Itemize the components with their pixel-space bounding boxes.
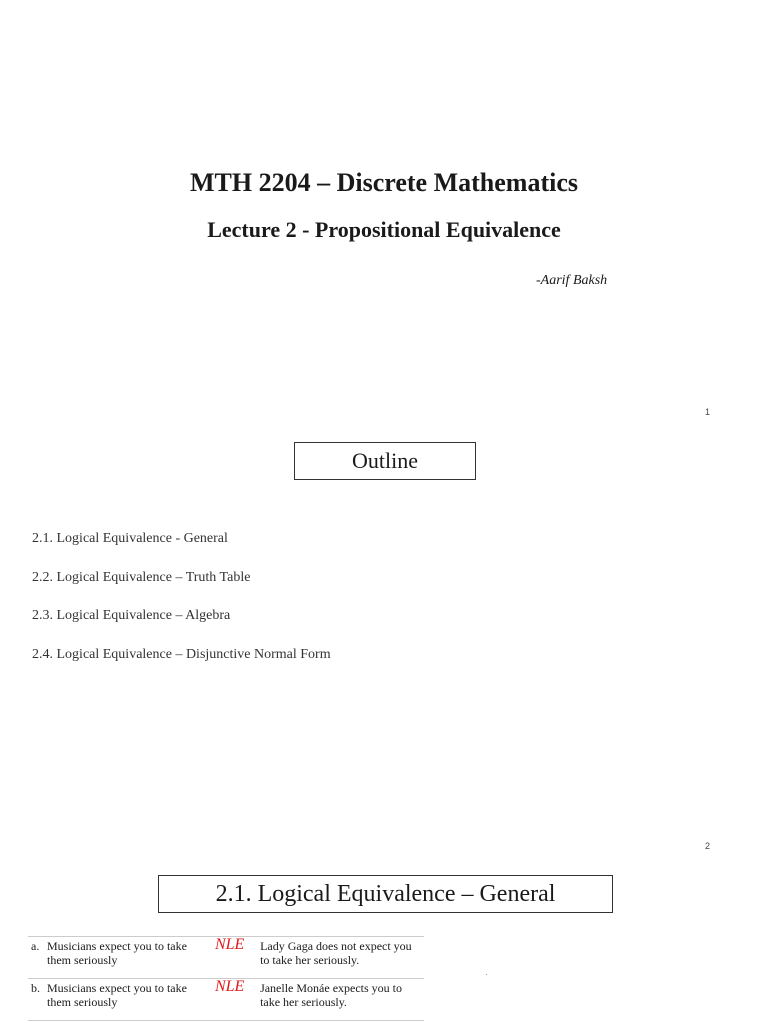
decorative-dot <box>486 974 487 975</box>
statement-left: Musicians expect you to take them seriously <box>47 981 187 1009</box>
page-number: 1 <box>704 407 710 417</box>
statement-left-cell <box>28 979 202 1021</box>
outline-list <box>32 530 331 684</box>
equivalence-mark: NLE <box>202 937 257 979</box>
outline-item: 2.4. Logical Equivalence – Disjunctive Normal Form <box>32 646 331 662</box>
title-slide <box>0 0 768 430</box>
outline-item: 2.2. Logical Equivalence – Truth Table <box>32 569 251 585</box>
outline-item: 2.1. Logical Equivalence - General <box>32 531 228 546</box>
outline-item: 2.3. Logical Equivalence – Algebra <box>32 608 231 623</box>
table-row <box>28 979 424 1021</box>
outline-heading: Outline <box>294 442 476 480</box>
lecture-title: Lecture 2 - Propositional Equivalence <box>207 217 561 242</box>
outline-slide <box>0 430 768 860</box>
section-slide <box>0 860 768 1024</box>
course-title: MTH 2204 – Discrete Mathematics <box>190 168 578 197</box>
row-letter: b. <box>31 981 40 995</box>
statement-right: Janelle Monáe expects you to take her seriously. <box>257 979 424 1021</box>
section-heading: 2.1. Logical Equivalence – General <box>158 875 613 913</box>
statement-right: Lady Gaga does not expect you to take her seriously. <box>257 937 424 979</box>
author-name: -Aarif Baksh <box>536 273 608 288</box>
equivalence-mark: NLE <box>202 979 257 1021</box>
row-letter: a. <box>31 939 40 953</box>
statement-left-cell <box>28 937 202 979</box>
statement-left: Musicians expect you to take them seriously <box>47 939 187 967</box>
page-number: 2 <box>704 841 710 851</box>
example-table <box>28 936 424 1021</box>
table-row <box>28 937 424 979</box>
